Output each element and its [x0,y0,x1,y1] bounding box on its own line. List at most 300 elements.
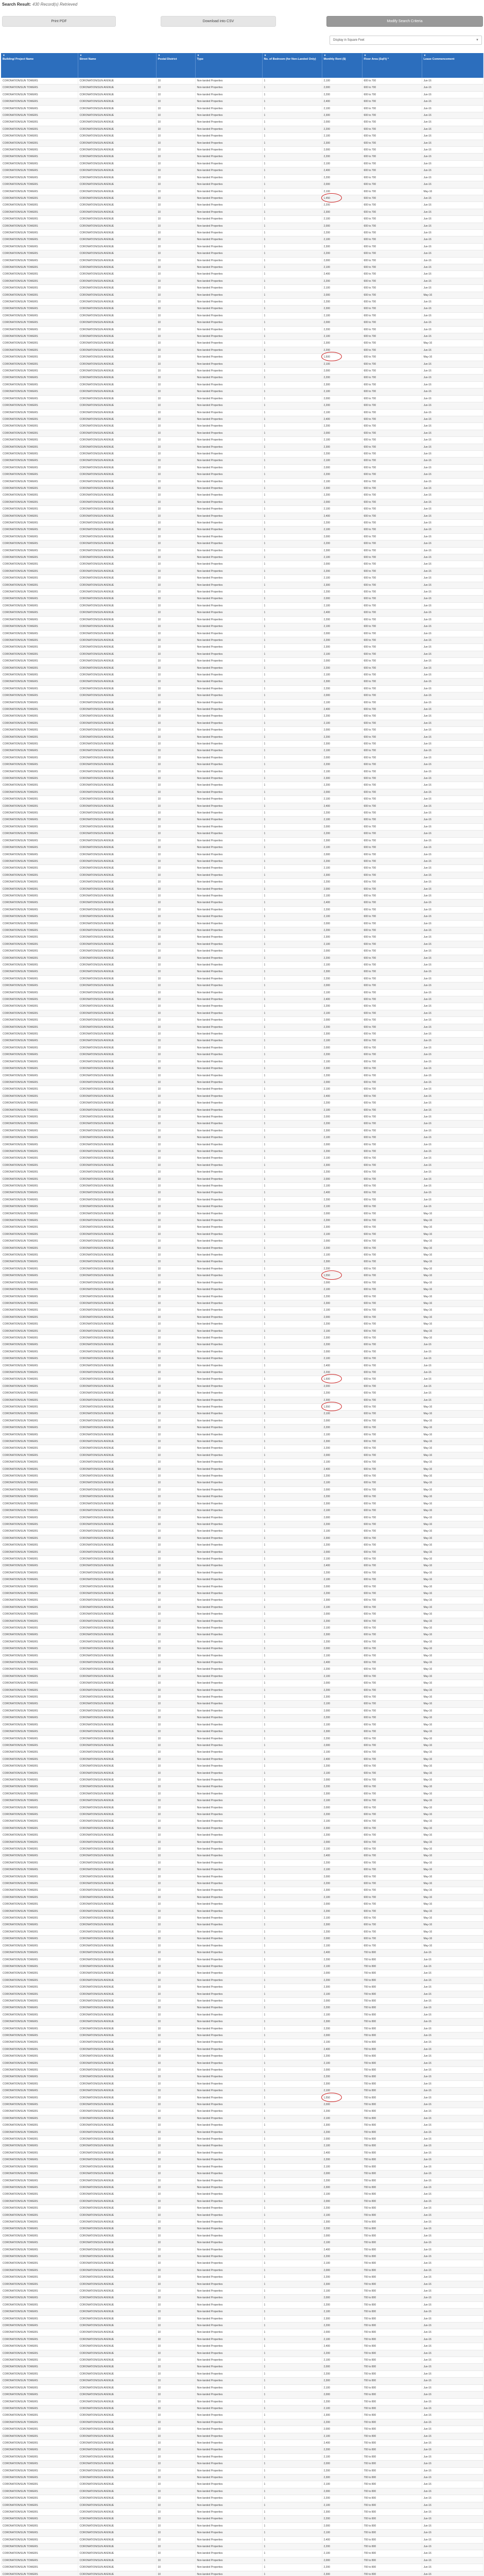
modify-search-button[interactable]: Modify Search Criteria [326,16,483,27]
cell-postal-district [156,437,195,444]
cell-postal-district [156,823,195,830]
cell-building-name-text: CORONATION/SUN TOWERS [3,1550,38,1554]
column-header-street[interactable] [78,53,156,78]
cell-floor-area [362,1107,422,1113]
cell-floor-area-text: 600 to 700 [364,1544,376,1547]
cell-bedrooms-text: 1 [264,825,266,828]
cell-postal-district [156,1079,195,1086]
cell-street-name-text: CORONATION/SUN AVENUE [79,431,114,435]
cell-street-name-text: CORONATION/SUN AVENUE [79,259,114,262]
cell-monthly-rent [322,1928,362,1935]
cell-building-name-text: CORONATION/SUN TOWERS [3,811,38,815]
cell-bedrooms [262,982,322,989]
cell-lease-commencement-text: May-16 [423,1212,433,1215]
cell-building-name-text: CORONATION/SUN TOWERS [3,293,38,297]
cell-postal-district-text: 10 [158,1516,161,1519]
cell-building-name-text: CORONATION/SUN TOWERS [3,721,38,725]
cell-floor-area-text: 600 to 700 [364,818,376,822]
cell-monthly-rent-text: 2,000 [323,369,331,373]
cell-street-name [78,1411,156,1417]
cell-building-name [1,1687,78,1693]
cell-lease-commencement [422,430,483,436]
cell-floor-area-text: 600 to 700 [364,486,376,490]
table-row [1,1459,483,1466]
cell-street-name [78,865,156,872]
cell-bedrooms-text: 1 [264,1205,266,1209]
cell-street-name [78,982,156,989]
cell-bedrooms [262,1107,322,1113]
cell-lease-commencement-text: Jun-16 [423,417,431,421]
cell-postal-district [156,1348,195,1355]
cell-bedrooms [262,112,322,119]
cell-street-name-text: CORONATION/SUN AVENUE [79,1875,114,1878]
print-pdf-button[interactable]: Print PDF [2,16,116,27]
cell-building-name-text: CORONATION/SUN TOWERS [3,210,38,214]
cell-building-name-text: CORONATION/SUN TOWERS [3,1226,38,1229]
cell-postal-district-text: 10 [158,342,161,345]
cell-street-name-text: CORONATION/SUN AVENUE [79,245,114,248]
cell-monthly-rent-text: 2,000 [323,1488,331,1492]
cell-building-name [1,817,78,823]
column-header-lease[interactable] [422,53,483,78]
cell-floor-area-text: 600 to 700 [364,1046,376,1049]
cell-floor-area-text: 600 to 700 [364,1895,376,1899]
table-row [1,1155,483,1162]
cell-postal-district-text: 10 [158,1557,161,1561]
cell-bedrooms [262,1880,322,1887]
cell-bedrooms [262,223,322,229]
cell-postal-district [156,160,195,167]
cell-monthly-rent [322,1825,362,1832]
cell-postal-district [156,1542,195,1549]
cell-street-name [78,1804,156,1811]
cell-monthly-rent [322,602,362,609]
cell-street-name-text: CORONATION/SUN AVENUE [79,1088,114,1091]
cell-postal-district [156,1190,195,1196]
cell-street-name [78,1784,156,1790]
table-row [1,2039,483,2046]
cell-bedrooms [262,2025,322,2032]
cell-street-name-text: CORONATION/SUN AVENUE [79,1571,114,1574]
cell-postal-district [156,1569,195,1576]
column-header-type[interactable] [195,53,262,78]
cell-monthly-rent [322,1100,362,1107]
cell-bedrooms [262,1196,322,1203]
cell-lease-commencement [422,2046,483,2053]
cell-building-name [1,409,78,416]
cell-building-name-text: CORONATION/SUN TOWERS [3,155,38,159]
cell-floor-area [362,2053,422,2060]
cell-postal-district-text: 10 [158,1792,161,1795]
cell-street-name [78,326,156,333]
cell-monthly-rent-text: 2,200 [323,176,331,179]
cell-building-name-text: CORONATION/SUN TOWERS [3,1025,38,1029]
cell-type-text: Non-landed Properties [197,438,223,442]
cell-bedrooms-text: 1 [264,1834,266,1837]
cell-postal-district-text: 10 [158,577,161,580]
cell-monthly-rent-text: 1,550 [323,1274,331,1278]
cell-floor-area [362,2019,422,2025]
cell-type [195,1887,262,1894]
cell-street-name [78,1549,156,1555]
cell-type-text: Non-landed Properties [197,1633,223,1637]
cell-monthly-rent [322,1473,362,1480]
cell-monthly-rent [322,692,362,699]
cell-type [195,941,262,947]
cell-building-name-text: CORONATION/SUN TOWERS [3,977,38,980]
cell-lease-commencement [422,1494,483,1500]
cell-floor-area [362,955,422,961]
cell-lease-commencement [422,1825,483,1832]
cell-building-name [1,1362,78,1369]
cell-floor-area-text: 600 to 700 [364,342,376,345]
cell-building-name-text: CORONATION/SUN TOWERS [3,777,38,781]
cell-lease-commencement-text: Jun-16 [423,950,431,953]
cell-street-name-text: CORONATION/SUN AVENUE [79,1619,114,1623]
table-row [1,1134,483,1141]
cell-bedrooms-text: 1 [264,1522,266,1526]
cell-building-name [1,1818,78,1825]
cell-postal-district [156,913,195,920]
cell-floor-area [362,1880,422,1887]
download-csv-button[interactable]: Download into CSV [161,16,276,27]
cell-street-name [78,340,156,347]
cell-building-name [1,1017,78,1024]
record-count: 430 Record(s) Retrieved [32,2,78,7]
table-row [1,948,483,955]
cell-postal-district-text: 10 [158,632,161,635]
cell-floor-area-text: 700 to 800 [364,2082,376,2086]
cell-postal-district-text: 10 [158,127,161,131]
cell-monthly-rent-text: 2,300 [323,1440,331,1444]
cell-type-text: Non-landed Properties [197,1336,223,1340]
cell-floor-area-text: 600 to 700 [364,1682,376,1685]
table-row [1,851,483,858]
cell-bedrooms-text: 1 [264,1903,266,1906]
cell-bedrooms [262,1625,322,1632]
column-header-label: Street Name [79,58,96,61]
table-row [1,326,483,333]
cell-type [195,464,262,471]
cell-street-name-text: CORONATION/SUN AVENUE [79,114,114,117]
cell-floor-area [362,1798,422,1804]
cell-building-name-text: CORONATION/SUN TOWERS [3,114,38,117]
cell-bedrooms-text: 1 [264,1019,266,1022]
cell-monthly-rent [322,982,362,989]
cell-type [195,900,262,906]
cell-floor-area-text: 600 to 700 [364,1812,376,1816]
cell-street-name-text: CORONATION/SUN AVENUE [79,1253,114,1257]
cell-postal-district-text: 10 [158,1972,161,1975]
cell-type-text: Non-landed Properties [197,238,223,242]
cell-postal-district [156,105,195,112]
cell-floor-area-text: 700 to 800 [364,1972,376,1975]
cell-street-name-text: CORONATION/SUN AVENUE [79,735,114,739]
cell-monthly-rent [322,823,362,830]
cell-lease-commencement-text: Jun-16 [423,1198,431,1201]
cell-street-name [78,1991,156,1997]
cell-bedrooms [262,1162,322,1168]
cell-building-name [1,1480,78,1486]
cell-lease-commencement [422,1673,483,1680]
cell-street-name-text: CORONATION/SUN AVENUE [79,1992,114,1996]
cell-bedrooms [262,450,322,457]
cell-monthly-rent [322,547,362,554]
cell-street-name-text: CORONATION/SUN AVENUE [79,646,114,649]
cell-lease-commencement [422,955,483,961]
cell-bedrooms [262,292,322,298]
cell-type-text: Non-landed Properties [197,1301,223,1305]
cell-bedrooms-text: 1 [264,1509,266,1513]
cell-building-name [1,416,78,422]
cell-bedrooms-text: 1 [264,853,266,856]
cell-monthly-rent-text: 2,000 [323,1937,331,1941]
cell-street-name-text: CORONATION/SUN AVENUE [79,452,114,455]
cell-floor-area-text: 600 to 700 [364,880,376,884]
cell-bedrooms-text: 1 [264,1930,266,1934]
table-row [1,1825,483,1832]
cell-street-name-text: CORONATION/SUN AVENUE [79,2033,114,2037]
cell-postal-district [156,761,195,768]
cell-bedrooms-text: 1 [264,1964,266,1968]
cell-postal-district-text: 10 [158,790,161,794]
cell-building-name-text: CORONATION/SUN TOWERS [3,2061,38,2065]
cell-building-name [1,1798,78,1804]
cell-building-name [1,962,78,969]
cell-monthly-rent-text: 2,100 [323,438,331,442]
cell-building-name-text: CORONATION/SUN TOWERS [3,901,38,905]
cell-monthly-rent-text: 2,200 [323,859,331,863]
cell-type-text: Non-landed Properties [197,1226,223,1229]
cell-street-name [78,1922,156,1928]
cell-postal-district-text: 10 [158,100,161,104]
cell-floor-area-text: 600 to 700 [364,148,376,152]
cell-building-name [1,1867,78,1873]
cell-building-name [1,492,78,499]
cell-building-name-text: CORONATION/SUN TOWERS [3,2047,38,2051]
cell-street-name-text: CORONATION/SUN AVENUE [79,798,114,801]
cell-street-name [78,1093,156,1099]
cell-postal-district [156,271,195,278]
column-header-bedroom[interactable] [262,53,322,78]
cell-bedrooms-text: 1 [264,425,266,428]
cell-street-name [78,2088,156,2094]
cell-monthly-rent [322,561,362,568]
cell-postal-district-text: 10 [158,86,161,90]
cell-building-name-text: CORONATION/SUN TOWERS [3,452,38,455]
cell-floor-area [362,285,422,292]
cell-bedrooms-text: 1 [264,355,266,359]
cell-lease-commencement [422,2060,483,2066]
cell-monthly-rent [322,1031,362,1038]
cell-bedrooms [262,651,322,657]
cell-type-text: Non-landed Properties [197,638,223,642]
cell-lease-commencement-text: Jun-16 [423,846,431,850]
cell-bedrooms-text: 1 [264,1654,266,1657]
cell-monthly-rent-text: 2,000 [323,1281,331,1284]
cell-type-text: Non-landed Properties [197,1958,223,1961]
cell-postal-district [156,775,195,782]
cell-monthly-rent-text: 2,000 [323,431,331,435]
cell-building-name-text: CORONATION/SUN TOWERS [3,224,38,228]
cell-lease-commencement [422,1638,483,1645]
cell-floor-area [362,748,422,754]
cell-street-name-text: CORONATION/SUN AVENUE [79,1163,114,1167]
cell-type [195,1155,262,1162]
cell-type-text: Non-landed Properties [197,1661,223,1665]
cell-lease-commencement-text: Jun-16 [423,1074,431,1077]
cell-street-name [78,1190,156,1196]
cell-monthly-rent-text: 2,400 [323,1094,331,1098]
cell-monthly-rent [322,1701,362,1707]
cell-building-name [1,2005,78,2011]
cell-bedrooms-text: 1 [264,998,266,1002]
column-header-district[interactable] [156,53,195,78]
cell-type [195,223,262,229]
cell-lease-commencement [422,1417,483,1424]
cell-bedrooms [262,1652,322,1659]
cell-monthly-rent-text: 2,200 [323,1171,331,1174]
cell-lease-commencement [422,1183,483,1190]
cell-postal-district-text: 10 [158,1419,161,1422]
cell-floor-area-text: 600 to 700 [364,1647,376,1651]
cell-floor-area [362,1300,422,1307]
cell-building-name [1,1328,78,1334]
cell-monthly-rent-text: 2,200 [323,618,331,621]
cell-street-name [78,1328,156,1334]
cell-street-name [78,1169,156,1176]
cell-street-name-text: CORONATION/SUN AVENUE [79,238,114,242]
cell-monthly-rent [322,1204,362,1210]
cell-bedrooms-text: 1 [264,1067,266,1071]
cell-postal-district [156,754,195,761]
cell-bedrooms-text: 1 [264,452,266,455]
cell-type-text: Non-landed Properties [197,646,223,649]
cell-monthly-rent [322,1950,362,1956]
cell-building-name [1,1542,78,1549]
cell-building-name [1,1583,78,1590]
cell-bedrooms-text: 1 [264,1668,266,1671]
cell-street-name-text: CORONATION/SUN AVENUE [79,2013,114,2016]
cell-building-name-text: CORONATION/SUN TOWERS [3,1157,38,1160]
cell-street-name-text: CORONATION/SUN AVENUE [79,583,114,587]
cell-type-text: Non-landed Properties [197,894,223,897]
cell-monthly-rent [322,1908,362,1914]
cell-monthly-rent [322,1853,362,1859]
cell-bedrooms-text: 1 [264,2027,266,2030]
cell-type-text: Non-landed Properties [197,1550,223,1554]
cell-lease-commencement-text: Jun-16 [423,231,431,234]
cell-lease-commencement-text: Jun-16 [423,963,431,967]
column-header-building[interactable] [1,53,78,78]
cell-type-text: Non-landed Properties [197,224,223,228]
cell-floor-area [362,2046,422,2053]
cell-lease-commencement-text: May-16 [423,1605,433,1609]
cell-type [195,216,262,223]
cell-monthly-rent [322,789,362,795]
cell-postal-district [156,326,195,333]
cell-type-text: Non-landed Properties [197,1585,223,1588]
cell-street-name [78,1259,156,1265]
cell-lease-commencement-text: May-16 [423,1550,433,1554]
table-row [1,1859,483,1866]
cell-postal-district-text: 10 [158,1301,161,1305]
cell-postal-district [156,1155,195,1162]
cell-type [195,1190,262,1196]
cell-bedrooms [262,1804,322,1811]
cell-postal-district-text: 10 [158,590,161,594]
cell-monthly-rent-text: 2,100 [323,1060,331,1063]
cell-building-name-text: CORONATION/SUN TOWERS [3,507,38,511]
cell-building-name [1,2025,78,2032]
cell-building-name-text: CORONATION/SUN TOWERS [3,1578,38,1582]
cell-bedrooms [262,1072,322,1079]
cell-lease-commencement-text: Jun-16 [423,2075,431,2079]
cell-postal-district [156,306,195,312]
cell-building-name-text: CORONATION/SUN TOWERS [3,1930,38,1934]
cell-building-name-text: CORONATION/SUN TOWERS [3,431,38,435]
cell-building-name-text: CORONATION/SUN TOWERS [3,1626,38,1630]
table-row [1,1224,483,1231]
table-row [1,831,483,837]
cell-lease-commencement [422,844,483,851]
cell-monthly-rent-text: 2,300 [323,445,331,449]
cell-postal-district-text: 10 [158,1544,161,1547]
cell-postal-district-text: 10 [158,1840,161,1844]
cell-floor-area-text: 600 to 700 [364,1405,376,1409]
cell-building-name [1,430,78,436]
cell-postal-district-text: 10 [158,1909,161,1913]
cell-type [195,437,262,444]
cell-bedrooms-text: 1 [264,1370,266,1374]
cell-lease-commencement-text: May-16 [423,1509,433,1513]
cell-street-name-text: CORONATION/SUN AVENUE [79,1260,114,1264]
cell-bedrooms [262,892,322,899]
cell-bedrooms-text: 1 [264,1633,266,1637]
cell-type [195,934,262,941]
cell-lease-commencement [422,1024,483,1030]
cell-lease-commencement-text: May-16 [423,1426,433,1430]
column-header-rent[interactable] [322,53,362,78]
cell-street-name [78,1065,156,1072]
cell-building-name [1,906,78,913]
cell-monthly-rent [322,1334,362,1341]
cell-bedrooms [262,906,322,913]
cell-lease-commencement-text: Jun-16 [423,721,431,725]
cell-postal-district [156,1003,195,1010]
cell-building-name [1,1224,78,1231]
cell-floor-area-text: 600 to 700 [364,784,376,787]
cell-bedrooms [262,437,322,444]
cell-street-name [78,540,156,547]
cell-monthly-rent-text: 2,200 [323,231,331,234]
cell-type-text: Non-landed Properties [197,1074,223,1077]
table-row [1,1190,483,1196]
cell-street-name-text: CORONATION/SUN AVENUE [79,1129,114,1132]
cell-lease-commencement [422,1445,483,1452]
cell-type-text: Non-landed Properties [197,1619,223,1623]
column-header-area[interactable] [362,53,422,78]
cell-monthly-rent-text: 2,200 [323,1495,331,1499]
display-unit-select[interactable] [330,36,482,45]
cell-street-name [78,1031,156,1038]
cell-type-text: Non-landed Properties [197,431,223,435]
cell-monthly-rent-text: 2,100 [323,1088,331,1091]
cell-monthly-rent [322,741,362,748]
cell-bedrooms-text: 1 [264,1785,266,1789]
cell-street-name-text: CORONATION/SUN AVENUE [79,2089,114,2093]
cell-type-text: Non-landed Properties [197,1184,223,1188]
